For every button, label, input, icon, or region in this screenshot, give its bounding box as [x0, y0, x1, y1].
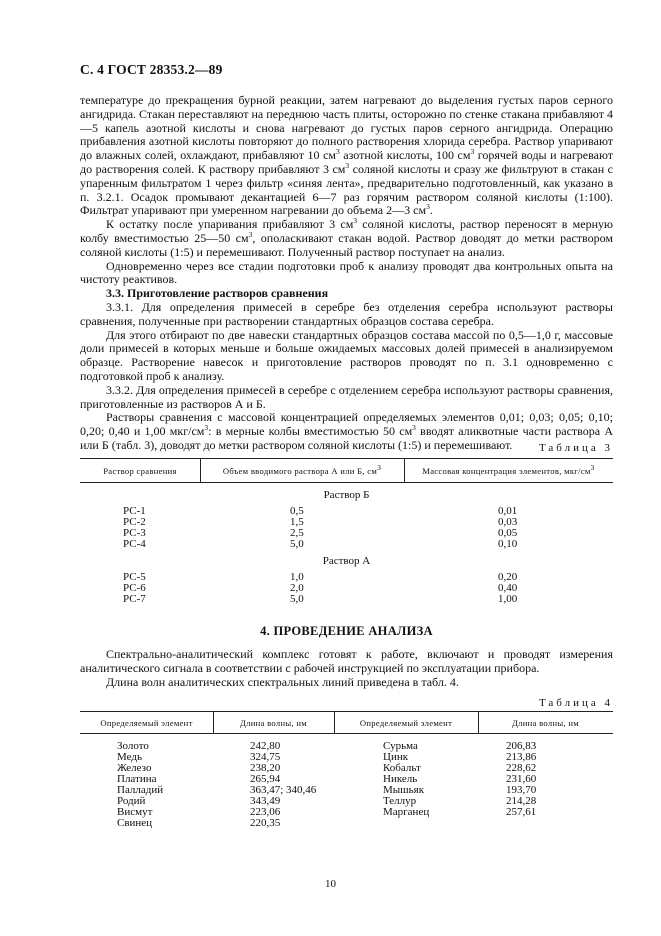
table-3-cell: 5,0: [290, 538, 304, 550]
table-4-cell: 324,75: [250, 751, 281, 763]
table-4-cell: Кобальт: [383, 762, 421, 774]
table-3-header-concentration: Массовая концентрация элементов, мкг/$см^3$: [422, 463, 595, 476]
paragraph-evaporation: температуре до прекращения бурной реакции, затем нагревают до выделения густых паров серного ангидрида. Стакан переставляют на переднюю часть плиты, осторожно по стенке стакана прибавляют 4—5 капель азотной кислоты и снова нагревают до густых паров серного ангидрида. Операцию прибавления азотной кислоты повторяют до полного растворения хлорида серебра. Раствор упаривают до влажных солей, охлаждают, прибавляют 10 $см^3$ азотной кислоты, 100 $см^3$ горячей воды и нагревают до растворения солей. К раствору прибавляют 3 $см^3$ соляной кислоты и сразу же фильтруют в стакан с упаренным фильтратом 1 через фильтр «синяя лента», предварительно подготовленный, как указано в п. 3.2.1. Осадок промывают декантацией 6—7 раз горячим раствором соляной кислоты (1:100). Фильтрат упаривают при умеренном нагревании до объема 2—3 $см^3$.: [80, 93, 613, 218]
table-3-cell: 0,40: [498, 582, 518, 594]
text-block-section-4: [80, 648, 613, 689]
table-3-cell: РС-7: [123, 593, 146, 605]
table-4-cell: Никель: [383, 773, 418, 785]
table-4-cell: Цинк: [383, 751, 409, 763]
table-3-cell: 0,05: [498, 527, 518, 539]
table-3-cell: 0,03: [498, 516, 518, 528]
table-4-title: Таблица 4: [538, 697, 613, 709]
table-4-cell: Платина: [117, 773, 157, 785]
table-3-top-rule: [80, 458, 613, 459]
text-block-top: [80, 94, 613, 453]
table-4-header-wavelength: Длина волны, нм: [240, 718, 307, 728]
table-4-cell: Медь: [117, 751, 142, 763]
paragraph-3-3-1: 3.3.1. Для определения примесей в серебре без отделения серебра используют растворы сравнения, полученные при растворении стандартных образцов состава серебра.: [80, 299, 613, 328]
paragraph-3-3-2: 3.3.2. Для определения примесей в серебре с отделением серебра используют растворы сравнения, приготовленные из растворов А и Б.: [80, 382, 613, 411]
table-4-cell: Сурьма: [383, 740, 418, 752]
table-4-cell: Висмут: [117, 806, 153, 818]
table-4-cell: Золото: [117, 740, 149, 752]
table-4-cell: 231,60: [506, 773, 537, 785]
table-3-group-a: Раствор А: [322, 555, 371, 567]
table-3-header-volume: Объем вводимого раствора А или Б, $см^3$: [222, 463, 382, 476]
paragraph-4-analysis: Спектрально-аналитический комплекс готовят к работе, включают и проводят измерения аналитического сигнала в соответствии с рабочей инструкцией по эксплуатации прибора.: [80, 647, 613, 675]
paragraph-control: Одновременно через все стадии подготовки проб к анализу проводят два контрольных опыта на чистоту реактивов.: [80, 258, 613, 287]
table-4-cell: 213,86: [506, 751, 537, 763]
table-3-cell: 5,0: [290, 593, 304, 605]
table-4-cell: 257,61: [506, 806, 537, 818]
table-4-cell: 242,80: [250, 740, 281, 752]
table-3-cell: РС-2: [123, 516, 146, 528]
table-4-cell: 228,62: [506, 762, 537, 774]
table-3-cell: РС-4: [123, 538, 146, 550]
table-4-cell: 343,49: [250, 795, 281, 807]
table-4-cell: 193,70: [506, 784, 537, 796]
table-4-header-rule: [80, 733, 613, 734]
table-4-cell: Свинец: [117, 817, 153, 829]
paragraph-3-3-1b: Для этого отбирают по две навески стандартных образцов состава массой по 0,5—1,0 г, массовые доли примесей в которых меньше и больше ожидаемых массовых долей примесей в анализируемом образце. Растворение навесок и приготовление растворов проводят по п. 3.1 одновременно с подготовкой проб к анализу.: [80, 327, 613, 383]
table-3-header-solution: Раствор сравнения: [103, 466, 177, 476]
table-4-header-element: Определяемый элемент: [100, 718, 193, 728]
table-4-header-element: Определяемый элемент: [359, 718, 453, 728]
table-3-cell: 0,20: [498, 571, 518, 583]
table-4-cell: Родий: [117, 795, 146, 807]
table-3-cell: 2,0: [290, 582, 304, 594]
table-4-cell: 220,35: [250, 817, 281, 829]
table-3-cell: 0,5: [290, 505, 304, 517]
table-3-group-b: Раствор Б: [323, 489, 370, 501]
table-3-header-rule: [80, 482, 613, 483]
table-4-header-wavelength: Длина волны, нм: [512, 718, 579, 728]
table-4-cell: 206,83: [506, 740, 537, 752]
paragraph-3-3-2b: Растворы сравнения с массовой концентрацией определяемых элементов 0,01; 0,03; 0,05; 0,10; 0,20; 0,40 и 1,00 мкг/$см^3$: в мерные колбы вместимостью 50 $см^3$ вводят аликвотные части раствора А или Б (табл. 3), доводят до метки раствором соляной кислоты (1:5) и перемешивают.: [80, 410, 613, 452]
table-4-cell: Палладий: [117, 784, 164, 796]
table-3-title: Таблица 3: [538, 442, 613, 454]
table-4-cell: 223,06: [250, 806, 281, 818]
table-3-cell: 1,0: [290, 571, 304, 583]
table-4-cell: 214,28: [506, 795, 537, 807]
table-4-cell: Железо: [117, 762, 152, 774]
paragraph-4-wavelength: Длина волн аналитических спектральных линий приведена в табл. 4.: [106, 674, 459, 689]
table-4-cell: Мышьяк: [383, 784, 425, 796]
section-4-title: 4. ПРОВЕДЕНИЕ АНАЛИЗА: [260, 624, 433, 638]
paragraph-residue: К остатку после упаривания прибавляют 3 $см^3$ соляной кислоты, раствор переносят в мерную колбу вместимостью 25—50 $см^3$, ополаскивают стакан водой. Раствор доводят до метки раствором соляной кислоты (1:5) и перемешивают. Полученный раствор поступает на анализ.: [80, 216, 613, 259]
table-3-cell: 0,01: [498, 505, 518, 517]
table-3-cell: РС-1: [123, 505, 146, 517]
section-3-3-title: 3.3. Приготовление растворов сравнения: [106, 286, 329, 301]
table-4-cell: 265,94: [250, 773, 281, 785]
table-3-cell: РС-6: [123, 582, 146, 594]
page-number: 10: [325, 878, 336, 890]
table-4-cell: Марганец: [383, 806, 430, 818]
table-4-cell: 363,47; 340,46: [250, 784, 317, 796]
table-4-top-rule: [80, 711, 613, 712]
table-3-cell: 0,10: [498, 538, 518, 550]
table-4-cell: 238,20: [250, 762, 281, 774]
page-header: С. 4 ГОСТ 28353.2—89: [80, 62, 223, 77]
table-3-cell: РС-3: [123, 527, 146, 539]
table-3-cell: 1,00: [498, 593, 518, 605]
table-3-cell: 1,5: [290, 516, 304, 528]
table-3-cell: РС-5: [123, 571, 146, 583]
table-4-cell: Теллур: [383, 795, 417, 807]
table-3-cell: 2,5: [290, 527, 304, 539]
